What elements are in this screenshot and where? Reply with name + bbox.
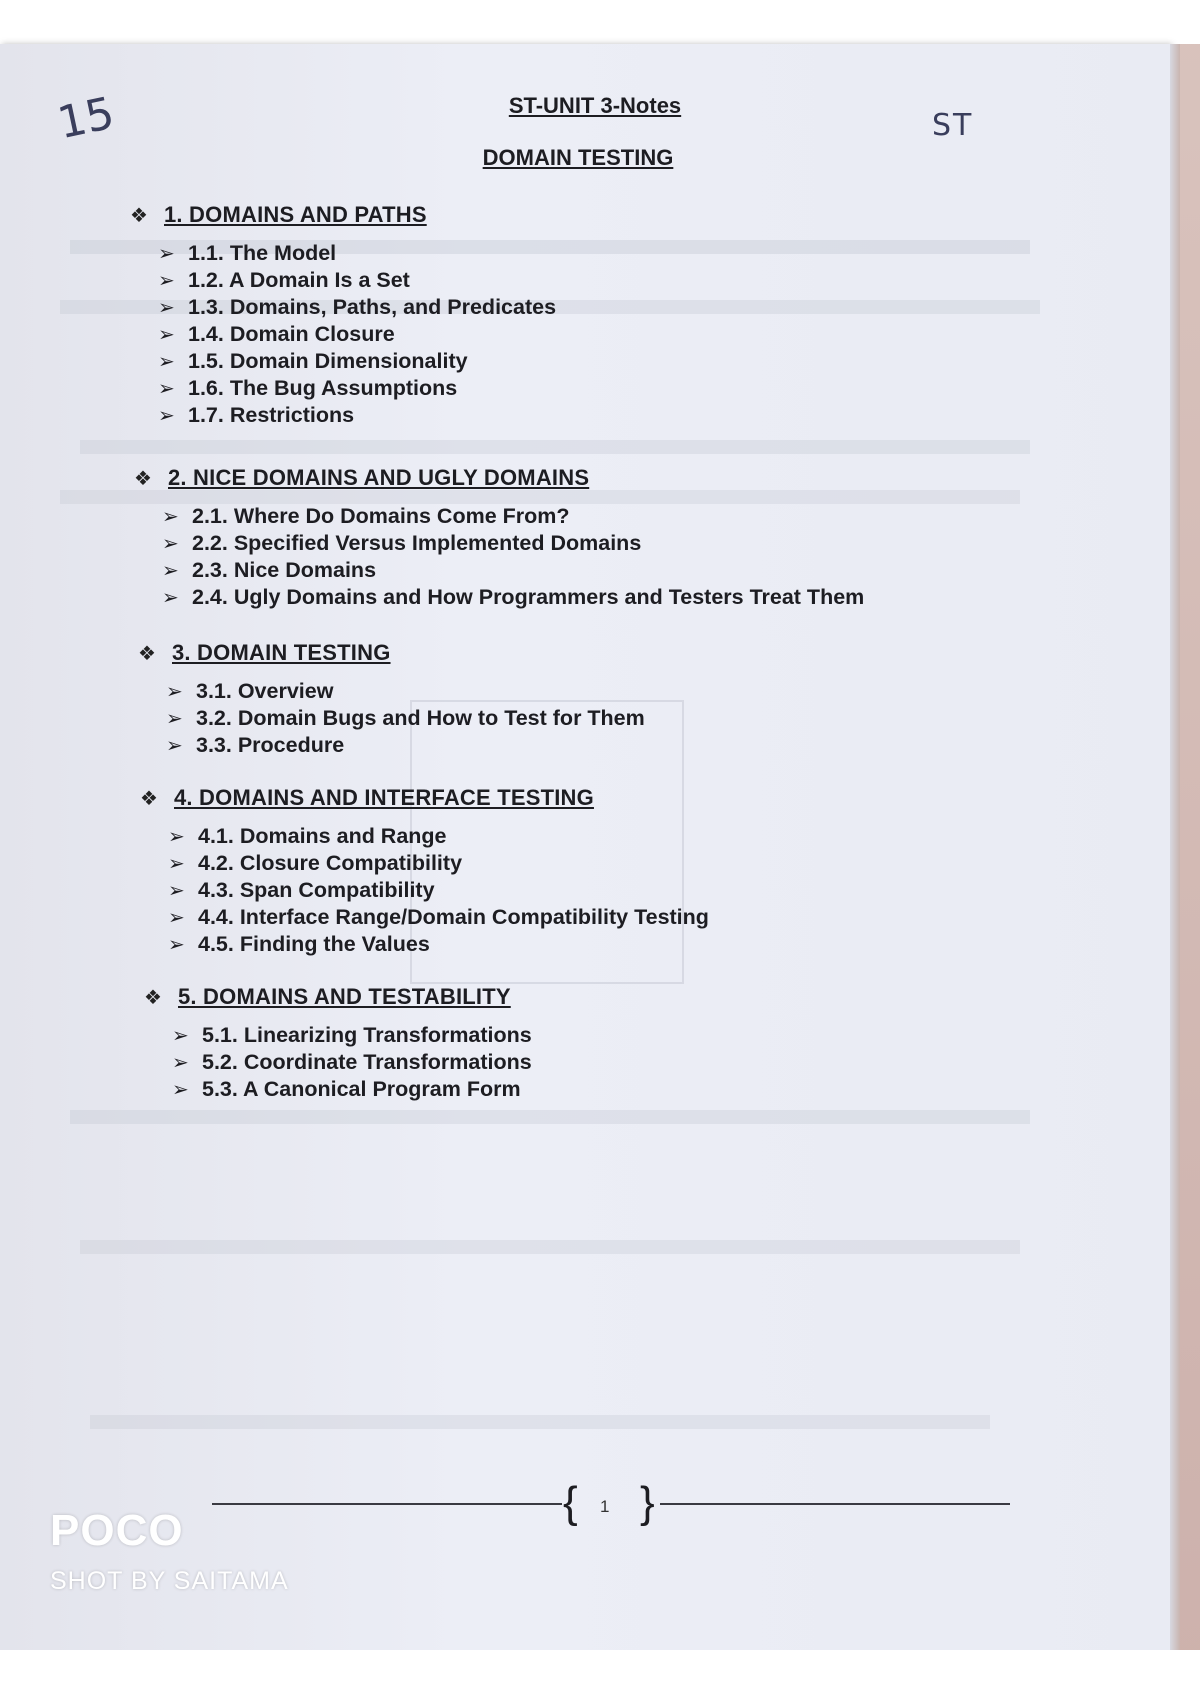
list-item: ➢ 4.2. Closure Compatibility <box>168 851 463 875</box>
list-item: ➢ 5.2. Coordinate Transformations <box>172 1050 532 1074</box>
section-title: 3. DOMAIN TESTING <box>172 640 391 665</box>
handwritten-page-count: 15 <box>53 87 119 150</box>
arrow-bullet-icon: ➢ <box>168 853 185 875</box>
page-number: 1 <box>600 1497 610 1516</box>
section-title: 5. DOMAINS AND TESTABILITY <box>178 984 511 1009</box>
diamond-bullet-icon: ❖ <box>138 642 156 665</box>
list-item: ➢ 1.7. Restrictions <box>158 403 355 427</box>
arrow-bullet-icon: ➢ <box>172 1079 189 1101</box>
photo-border-bottom <box>0 1650 1200 1697</box>
section-nice-and-ugly-domains <box>134 463 864 611</box>
section-domains-and-paths <box>130 200 556 429</box>
list-item: ➢ 1.1. The Model <box>158 241 337 265</box>
diamond-bullet-icon: ❖ <box>130 204 148 227</box>
arrow-bullet-icon: ➢ <box>162 533 179 555</box>
list-item: ➢ 3.2. Domain Bugs and How to Test for Them <box>166 706 645 730</box>
arrow-bullet-icon: ➢ <box>162 587 179 609</box>
unit-title: ST-UNIT 3-Notes <box>508 93 682 118</box>
list-item: ➢ 4.1. Domains and Range <box>168 824 447 848</box>
arrow-bullet-icon: ➢ <box>168 826 185 848</box>
diamond-bullet-icon: ❖ <box>140 787 158 810</box>
arrow-bullet-icon: ➢ <box>158 405 175 427</box>
section-domains-and-interface-testing <box>140 783 709 958</box>
document-title: DOMAIN TESTING <box>482 145 674 170</box>
list-item: ➢ 2.2. Specified Versus Implemented Domains <box>162 531 642 555</box>
camera-watermark-credit: SHOT BY SAITAMA <box>50 1567 289 1595</box>
section-domains-and-testability <box>144 982 532 1103</box>
list-item: ➢ 1.6. The Bug Assumptions <box>158 376 458 400</box>
arrow-bullet-icon: ➢ <box>166 708 183 730</box>
footer-rule-left <box>212 1503 562 1505</box>
footer-rule-right <box>660 1503 1010 1505</box>
arrow-bullet-icon: ➢ <box>158 324 175 346</box>
arrow-bullet-icon: ➢ <box>172 1025 189 1047</box>
list-item: ➢ 4.4. Interface Range/Domain Compatibility Testing <box>168 905 709 929</box>
section-title: 1. DOMAINS AND PATHS <box>164 202 427 227</box>
arrow-bullet-icon: ➢ <box>162 560 179 582</box>
section-domain-testing <box>138 638 645 759</box>
list-item: ➢ 4.3. Span Compatibility <box>168 878 435 902</box>
list-item: ➢ 3.3. Procedure <box>166 733 345 757</box>
section-title: 2. NICE DOMAINS AND UGLY DOMAINS <box>168 465 590 490</box>
arrow-bullet-icon: ➢ <box>158 270 175 292</box>
diamond-bullet-icon: ❖ <box>144 986 162 1009</box>
right-brace-icon: } <box>640 1478 655 1527</box>
paper-edge <box>1170 44 1180 1650</box>
arrow-bullet-icon: ➢ <box>158 243 175 265</box>
list-item: ➢ 2.3. Nice Domains <box>162 558 377 582</box>
camera-watermark-brand: POCO <box>50 1506 184 1555</box>
arrow-bullet-icon: ➢ <box>158 378 175 400</box>
list-item: ➢ 3.1. Overview <box>166 679 334 703</box>
arrow-bullet-icon: ➢ <box>162 506 179 528</box>
list-item: ➢ 1.3. Domains, Paths, and Predicates <box>158 295 557 319</box>
list-item: ➢ 5.3. A Canonical Program Form <box>172 1077 521 1101</box>
arrow-bullet-icon: ➢ <box>166 681 183 703</box>
list-item: ➢ 5.1. Linearizing Transformations <box>172 1023 532 1047</box>
list-item: ➢ 1.4. Domain Closure <box>158 322 395 346</box>
handwritten-subject-tag: ST <box>932 108 974 143</box>
arrow-bullet-icon: ➢ <box>168 934 185 956</box>
arrow-bullet-icon: ➢ <box>172 1052 189 1074</box>
list-item: ➢ 2.4. Ugly Domains and How Programmers and Testers Treat Them <box>162 585 865 609</box>
arrow-bullet-icon: ➢ <box>158 351 175 373</box>
section-title: 4. DOMAINS AND INTERFACE TESTING <box>174 785 594 810</box>
diamond-bullet-icon: ❖ <box>134 467 152 490</box>
arrow-bullet-icon: ➢ <box>158 297 175 319</box>
list-item: ➢ 1.2. A Domain Is a Set <box>158 268 410 292</box>
arrow-bullet-icon: ➢ <box>168 907 185 929</box>
list-item: ➢ 1.5. Domain Dimensionality <box>158 349 468 373</box>
left-brace-icon: { <box>563 1478 578 1527</box>
list-item: ➢ 2.1. Where Do Domains Come From? <box>162 504 570 528</box>
arrow-bullet-icon: ➢ <box>168 880 185 902</box>
list-item: ➢ 4.5. Finding the Values <box>168 932 430 956</box>
arrow-bullet-icon: ➢ <box>166 735 183 757</box>
